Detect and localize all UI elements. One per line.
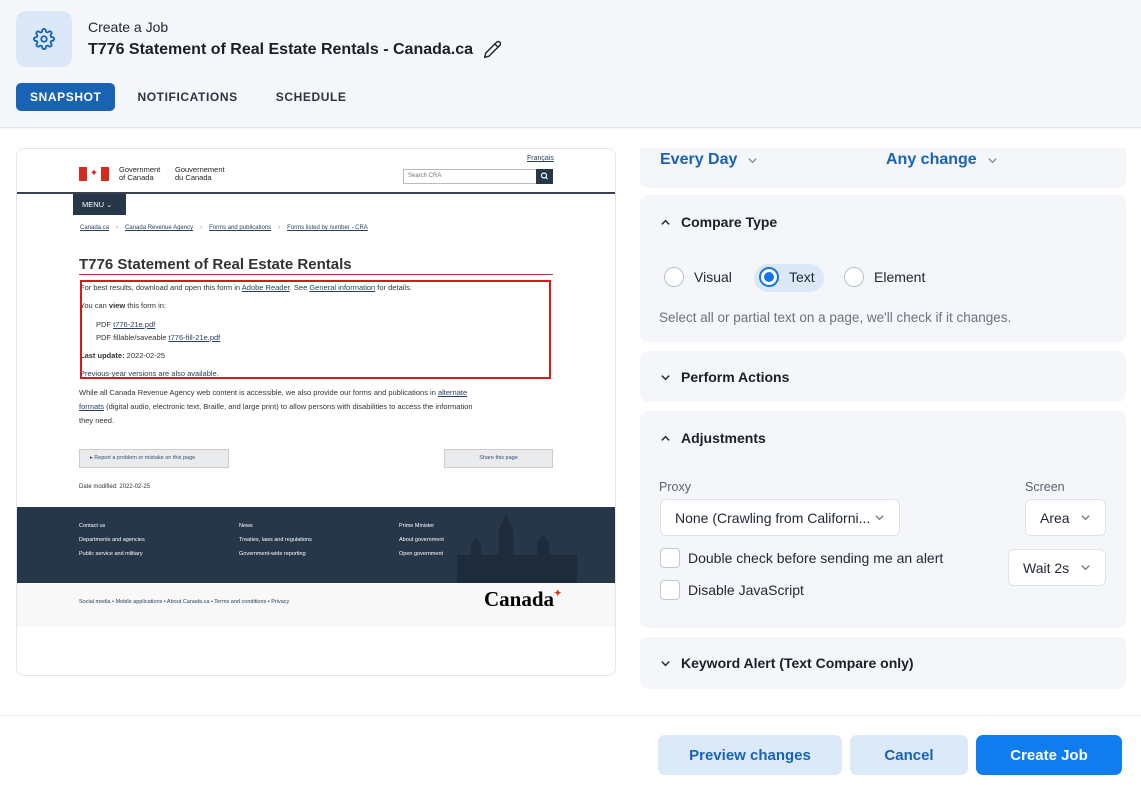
perform-actions-section[interactable] bbox=[640, 351, 1126, 402]
job-icon-tile bbox=[16, 11, 72, 67]
schedule-panel bbox=[640, 148, 1126, 188]
subfooter-links: Social media • Mobile applications • About Canada.ca • Terms and conditions • Privacy bbox=[79, 599, 290, 605]
footer-link: Treaties, laws and regulations bbox=[239, 537, 312, 543]
section-title: Perform Actions bbox=[681, 369, 790, 385]
gov-en: Government of Canada bbox=[119, 165, 161, 182]
compare-type-hint: Select all or partial text on a page, we'll check if it changes. bbox=[659, 310, 1012, 325]
create-job-button[interactable]: Create Job bbox=[976, 735, 1122, 775]
canada-flag-icon: ✦ bbox=[79, 167, 109, 181]
snapshot-search: Search CRA bbox=[403, 169, 537, 184]
snapshot-previous: Previous-year versions are also available. bbox=[80, 369, 219, 378]
chevron-down-icon bbox=[874, 512, 885, 523]
snapshot-access-3: they need. bbox=[79, 416, 115, 425]
snapshot-line-2: You can view this form in: bbox=[80, 301, 167, 310]
screen-label: Screen bbox=[1025, 480, 1065, 494]
snapshot-page bbox=[17, 149, 616, 629]
footer-link: Public service and military bbox=[79, 551, 143, 557]
adjustments-header[interactable] bbox=[660, 430, 766, 446]
footer-link: News bbox=[239, 523, 253, 529]
share-page-button: Share this page bbox=[444, 449, 553, 468]
preview-changes-button[interactable]: Preview changes bbox=[658, 735, 842, 775]
snapshot-footer bbox=[17, 507, 616, 583]
chevron-down-icon bbox=[660, 372, 671, 383]
tab-schedule[interactable]: SCHEDULE bbox=[275, 90, 347, 104]
snapshot-menu: MENU ⌄ bbox=[73, 194, 126, 215]
parliament-illustration bbox=[447, 515, 587, 583]
chevron-down-icon bbox=[747, 155, 758, 166]
snapshot-access-1: While all Canada Revenue Agency web content is accessible, we also provide our forms and publications in alternate bbox=[79, 388, 468, 397]
tab-bar bbox=[16, 83, 363, 111]
search-icon bbox=[536, 169, 553, 184]
date-modified: Date modified: 2022-02-25 bbox=[79, 484, 151, 490]
double-check-row[interactable]: Double check before sending me an alert bbox=[660, 548, 943, 568]
chevron-down-icon bbox=[660, 658, 671, 669]
page-title: T776 Statement of Real Estate Rentals - Canada.ca bbox=[88, 40, 474, 58]
tab-snapshot[interactable]: SNAPSHOT bbox=[16, 83, 115, 111]
footer-link: Open government bbox=[399, 551, 444, 557]
proxy-select[interactable]: None (Crawling from Californi... bbox=[660, 499, 900, 536]
snapshot-access-2: formats (digital audio, electronic text, Braille, and large print) to allow persons with disabilities to access the information bbox=[79, 402, 473, 411]
main-content bbox=[0, 129, 1141, 715]
chevron-up-icon bbox=[660, 217, 671, 228]
snapshot-preview[interactable] bbox=[16, 148, 616, 676]
report-problem-button: ▸ Report a problem or mistake on this page bbox=[79, 449, 229, 468]
action-footer bbox=[0, 715, 1141, 785]
snapshot-pdf-1: PDF t776-21e.pdf bbox=[96, 320, 156, 329]
gov-fr: Gouvernement du Canada bbox=[175, 165, 225, 182]
footer-link: Government-wide reporting bbox=[239, 551, 306, 557]
page-header bbox=[0, 0, 1141, 128]
compare-option-text[interactable]: Text bbox=[759, 267, 815, 287]
chevron-up-icon bbox=[660, 433, 671, 444]
screen-select[interactable]: Area bbox=[1025, 499, 1106, 536]
footer-link: Departments and agencies bbox=[79, 537, 145, 543]
compare-type-section bbox=[640, 195, 1126, 342]
disable-js-row[interactable]: Disable JavaScript bbox=[660, 580, 804, 600]
section-title: Keyword Alert (Text Compare only) bbox=[681, 655, 914, 671]
chevron-down-icon bbox=[1080, 512, 1091, 523]
heading-rule bbox=[79, 274, 553, 275]
section-title: Compare Type bbox=[681, 214, 778, 230]
chevron-down-icon bbox=[987, 155, 998, 166]
footer-link: About government bbox=[399, 537, 444, 543]
compare-option-visual[interactable]: Visual bbox=[664, 267, 732, 287]
snapshot-pdf-2: PDF fillable/saveable t776-fill-21e.pdf bbox=[96, 333, 221, 342]
job-title-row bbox=[88, 40, 502, 59]
double-check-checkbox[interactable] bbox=[660, 548, 680, 568]
perform-actions-header[interactable] bbox=[660, 369, 789, 385]
gear-icon bbox=[33, 28, 55, 50]
adjustments-section bbox=[640, 411, 1126, 628]
tab-notifications[interactable]: NOTIFICATIONS bbox=[137, 90, 238, 104]
page-subtitle: Create a Job bbox=[88, 19, 169, 35]
compare-option-element[interactable]: Element bbox=[844, 267, 925, 287]
chevron-down-icon bbox=[1080, 562, 1091, 573]
snapshot-last-update: Last update: 2022-02-25 bbox=[80, 351, 166, 360]
proxy-label: Proxy bbox=[659, 480, 691, 494]
change-dropdown[interactable]: Any change bbox=[886, 151, 998, 169]
compare-type-header[interactable] bbox=[660, 214, 777, 230]
radio-text[interactable] bbox=[759, 267, 779, 287]
canada-wordmark: Canada✦ bbox=[484, 587, 562, 611]
frequency-dropdown[interactable]: Every Day bbox=[660, 151, 758, 169]
breadcrumb: Canada.ca › Canada Revenue Agency › Forms and publications › Forms listed by number - CRA bbox=[80, 225, 368, 231]
keyword-alert-header[interactable] bbox=[660, 655, 914, 671]
radio-visual[interactable] bbox=[664, 267, 684, 287]
cancel-button[interactable]: Cancel bbox=[850, 735, 968, 775]
footer-link: Prime Minister bbox=[399, 523, 435, 529]
keyword-alert-section[interactable] bbox=[640, 637, 1126, 689]
wait-select[interactable]: Wait 2s bbox=[1008, 549, 1106, 586]
disable-js-checkbox[interactable] bbox=[660, 580, 680, 600]
snapshot-line-1: For best results, download and open this form in Adobe Reader. See General information for details. bbox=[80, 283, 412, 292]
selection-box[interactable] bbox=[80, 280, 551, 379]
radio-element[interactable] bbox=[844, 267, 864, 287]
lang-link: Français bbox=[527, 155, 554, 162]
footer-link: Contact us bbox=[79, 523, 106, 529]
snapshot-heading: T776 Statement of Real Estate Rentals bbox=[79, 256, 352, 273]
section-title: Adjustments bbox=[681, 430, 766, 446]
pencil-icon[interactable] bbox=[483, 40, 502, 59]
